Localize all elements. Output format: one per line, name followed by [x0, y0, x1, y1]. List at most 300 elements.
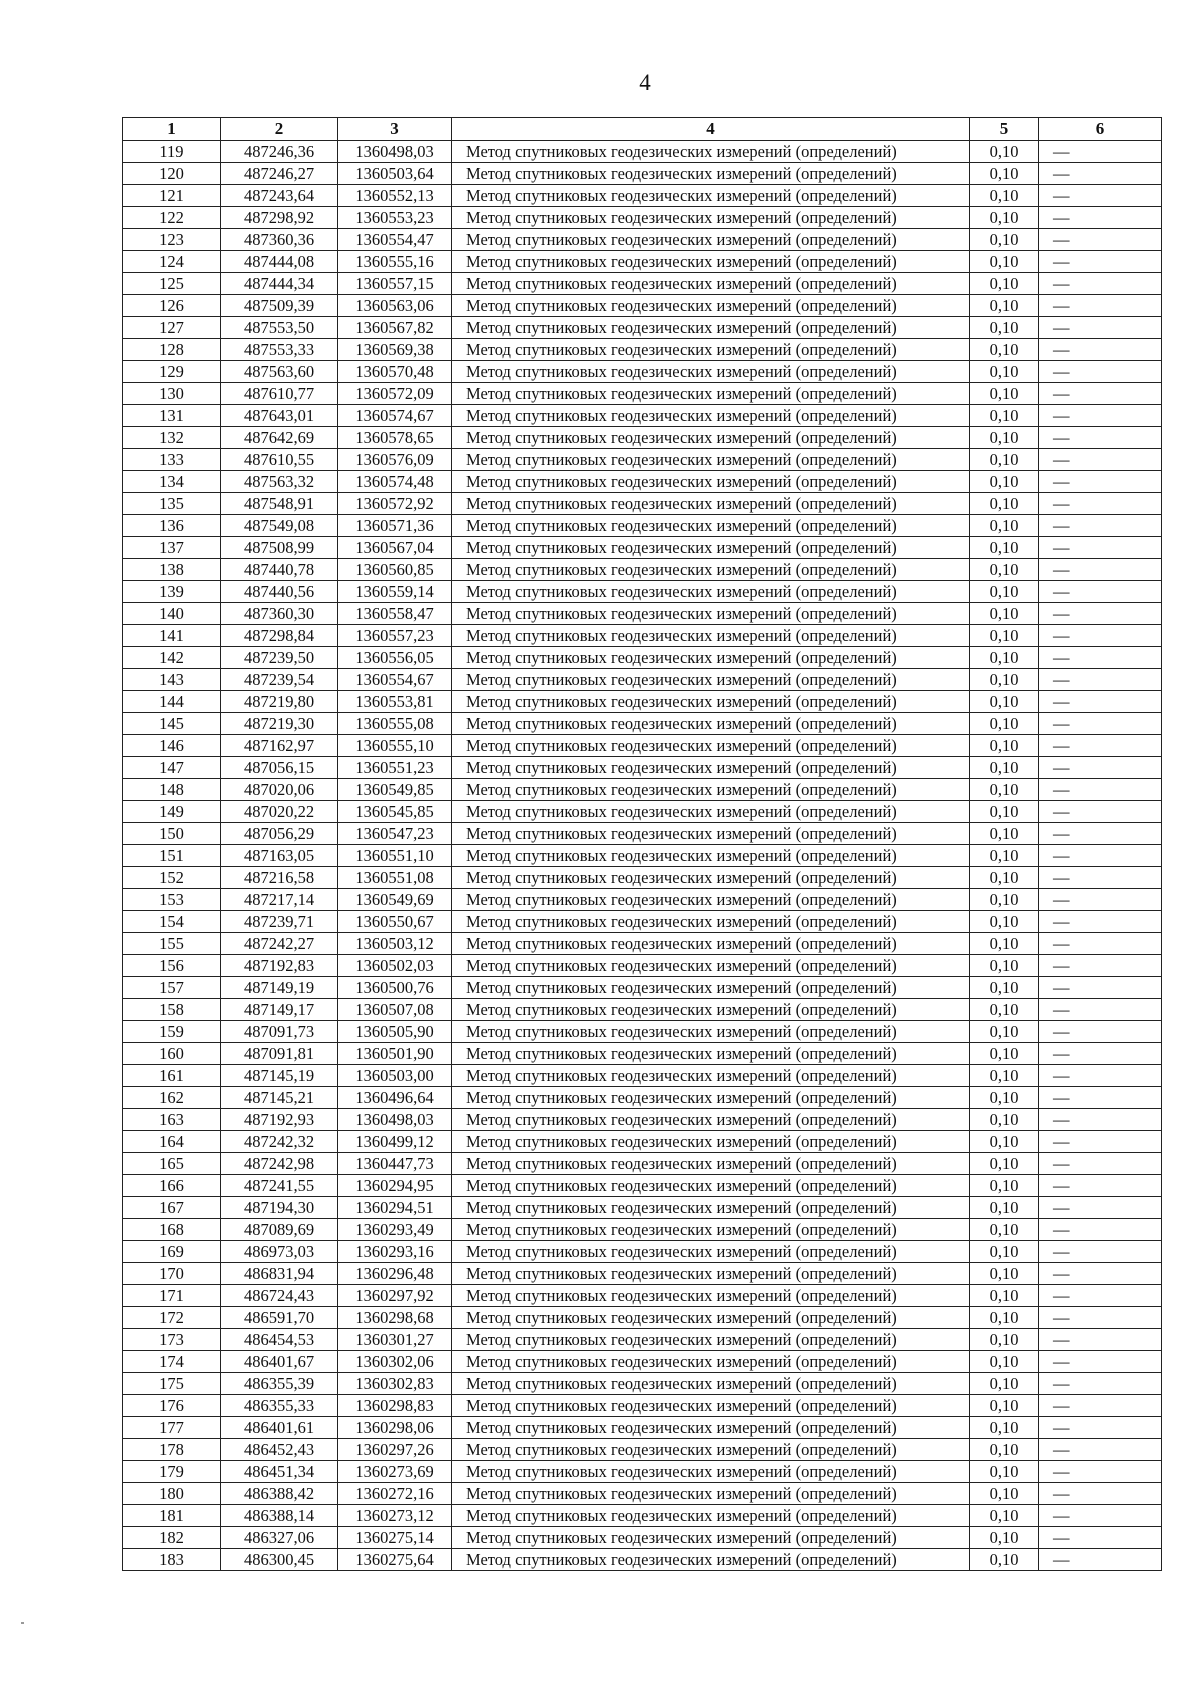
table-row — [123, 405, 1162, 427]
y-coordinate-cell: 1360294,51 — [338, 1197, 452, 1219]
x-coordinate-cell: 487162,97 — [221, 735, 338, 757]
method-cell: Метод спутниковых геодезических измерений (определений) — [452, 1417, 970, 1439]
x-coordinate-cell: 486591,70 — [221, 1307, 338, 1329]
y-coordinate-cell: 1360578,65 — [338, 427, 452, 449]
x-coordinate-cell: 487440,56 — [221, 581, 338, 603]
y-coordinate-cell: 1360447,73 — [338, 1153, 452, 1175]
note-cell: — — [1039, 1197, 1162, 1219]
accuracy-cell: 0,10 — [970, 845, 1039, 867]
accuracy-cell: 0,10 — [970, 361, 1039, 383]
method-cell: Метод спутниковых геодезических измерений (определений) — [452, 163, 970, 185]
note-cell: — — [1039, 1241, 1162, 1263]
table-row — [123, 911, 1162, 933]
table-row — [123, 889, 1162, 911]
y-coordinate-cell: 1360502,03 — [338, 955, 452, 977]
note-cell: — — [1039, 933, 1162, 955]
point-number-cell: 129 — [123, 361, 221, 383]
x-coordinate-cell: 487610,55 — [221, 449, 338, 471]
x-coordinate-cell: 487444,34 — [221, 273, 338, 295]
table-row — [123, 317, 1162, 339]
point-number-cell: 175 — [123, 1373, 221, 1395]
method-cell: Метод спутниковых геодезических измерений (определений) — [452, 295, 970, 317]
table-row — [123, 1351, 1162, 1373]
note-cell: — — [1039, 669, 1162, 691]
accuracy-cell: 0,10 — [970, 625, 1039, 647]
method-cell: Метод спутниковых геодезических измерений (определений) — [452, 1153, 970, 1175]
point-number-cell: 133 — [123, 449, 221, 471]
note-cell: — — [1039, 339, 1162, 361]
note-cell: — — [1039, 1439, 1162, 1461]
table-row — [123, 1307, 1162, 1329]
method-cell: Метод спутниковых геодезических измерений (определений) — [452, 405, 970, 427]
accuracy-cell: 0,10 — [970, 163, 1039, 185]
accuracy-cell: 0,10 — [970, 757, 1039, 779]
note-cell: — — [1039, 999, 1162, 1021]
method-cell: Метод спутниковых геодезических измерений (определений) — [452, 559, 970, 581]
note-cell: — — [1039, 515, 1162, 537]
x-coordinate-cell: 486451,34 — [221, 1461, 338, 1483]
y-coordinate-cell: 1360557,15 — [338, 273, 452, 295]
y-coordinate-cell: 1360297,26 — [338, 1439, 452, 1461]
column-header-5: 5 — [970, 118, 1039, 141]
point-number-cell: 166 — [123, 1175, 221, 1197]
accuracy-cell: 0,10 — [970, 1241, 1039, 1263]
point-number-cell: 130 — [123, 383, 221, 405]
method-cell: Метод спутниковых геодезических измерений (определений) — [452, 1527, 970, 1549]
note-cell: — — [1039, 405, 1162, 427]
table-row — [123, 1109, 1162, 1131]
note-cell: — — [1039, 361, 1162, 383]
point-number-cell: 141 — [123, 625, 221, 647]
y-coordinate-cell: 1360574,48 — [338, 471, 452, 493]
accuracy-cell: 0,10 — [970, 801, 1039, 823]
x-coordinate-cell: 487219,80 — [221, 691, 338, 713]
accuracy-cell: 0,10 — [970, 449, 1039, 471]
accuracy-cell: 0,10 — [970, 251, 1039, 273]
method-cell: Метод спутниковых геодезических измерений (определений) — [452, 1043, 970, 1065]
y-coordinate-cell: 1360569,38 — [338, 339, 452, 361]
point-number-cell: 171 — [123, 1285, 221, 1307]
x-coordinate-cell: 487192,83 — [221, 955, 338, 977]
point-number-cell: 179 — [123, 1461, 221, 1483]
point-number-cell: 150 — [123, 823, 221, 845]
point-number-cell: 140 — [123, 603, 221, 625]
table-body — [123, 141, 1162, 1571]
method-cell: Метод спутниковых геодезических измерений (определений) — [452, 1219, 970, 1241]
method-cell: Метод спутниковых геодезических измерений (определений) — [452, 1351, 970, 1373]
note-cell: — — [1039, 383, 1162, 405]
y-coordinate-cell: 1360503,00 — [338, 1065, 452, 1087]
y-coordinate-cell: 1360559,14 — [338, 581, 452, 603]
table-row — [123, 1527, 1162, 1549]
y-coordinate-cell: 1360297,92 — [338, 1285, 452, 1307]
method-cell: Метод спутниковых геодезических измерений (определений) — [452, 1461, 970, 1483]
note-cell: — — [1039, 955, 1162, 977]
accuracy-cell: 0,10 — [970, 427, 1039, 449]
x-coordinate-cell: 487020,22 — [221, 801, 338, 823]
point-number-cell: 170 — [123, 1263, 221, 1285]
point-number-cell: 162 — [123, 1087, 221, 1109]
table-row — [123, 515, 1162, 537]
y-coordinate-cell: 1360549,85 — [338, 779, 452, 801]
y-coordinate-cell: 1360555,08 — [338, 713, 452, 735]
note-cell: — — [1039, 1153, 1162, 1175]
note-cell: — — [1039, 911, 1162, 933]
x-coordinate-cell: 487056,15 — [221, 757, 338, 779]
method-cell: Метод спутниковых геодезических измерений (определений) — [452, 1439, 970, 1461]
y-coordinate-cell: 1360570,48 — [338, 361, 452, 383]
note-cell: — — [1039, 493, 1162, 515]
x-coordinate-cell: 487508,99 — [221, 537, 338, 559]
accuracy-cell: 0,10 — [970, 779, 1039, 801]
method-cell: Метод спутниковых геодезических измерений (определений) — [452, 581, 970, 603]
column-header-4: 4 — [452, 118, 970, 141]
y-coordinate-cell: 1360555,10 — [338, 735, 452, 757]
table-row — [123, 1505, 1162, 1527]
table-row — [123, 603, 1162, 625]
accuracy-cell: 0,10 — [970, 1065, 1039, 1087]
method-cell: Метод спутниковых геодезических измерений (определений) — [452, 493, 970, 515]
note-cell: — — [1039, 251, 1162, 273]
table-row — [123, 845, 1162, 867]
table-row — [123, 1043, 1162, 1065]
y-coordinate-cell: 1360560,85 — [338, 559, 452, 581]
point-number-cell: 148 — [123, 779, 221, 801]
accuracy-cell: 0,10 — [970, 1263, 1039, 1285]
accuracy-cell: 0,10 — [970, 1153, 1039, 1175]
point-number-cell: 147 — [123, 757, 221, 779]
note-cell: — — [1039, 713, 1162, 735]
accuracy-cell: 0,10 — [970, 207, 1039, 229]
method-cell: Метод спутниковых геодезических измерений (определений) — [452, 669, 970, 691]
accuracy-cell: 0,10 — [970, 713, 1039, 735]
x-coordinate-cell: 487239,50 — [221, 647, 338, 669]
accuracy-cell: 0,10 — [970, 1087, 1039, 1109]
point-number-cell: 137 — [123, 537, 221, 559]
y-coordinate-cell: 1360293,16 — [338, 1241, 452, 1263]
point-number-cell: 180 — [123, 1483, 221, 1505]
y-coordinate-cell: 1360572,92 — [338, 493, 452, 515]
note-cell: — — [1039, 537, 1162, 559]
y-coordinate-cell: 1360501,90 — [338, 1043, 452, 1065]
table-row — [123, 383, 1162, 405]
x-coordinate-cell: 487145,19 — [221, 1065, 338, 1087]
note-cell: — — [1039, 559, 1162, 581]
point-number-cell: 131 — [123, 405, 221, 427]
note-cell: — — [1039, 1021, 1162, 1043]
table-row — [123, 1461, 1162, 1483]
point-number-cell: 134 — [123, 471, 221, 493]
note-cell: — — [1039, 1131, 1162, 1153]
table-row — [123, 735, 1162, 757]
note-cell: — — [1039, 823, 1162, 845]
accuracy-cell: 0,10 — [970, 537, 1039, 559]
x-coordinate-cell: 487192,93 — [221, 1109, 338, 1131]
point-number-cell: 181 — [123, 1505, 221, 1527]
method-cell: Метод спутниковых геодезических измерений (определений) — [452, 735, 970, 757]
accuracy-cell: 0,10 — [970, 1021, 1039, 1043]
point-number-cell: 161 — [123, 1065, 221, 1087]
column-header-3: 3 — [338, 118, 452, 141]
note-cell: — — [1039, 1527, 1162, 1549]
y-coordinate-cell: 1360552,13 — [338, 185, 452, 207]
accuracy-cell: 0,10 — [970, 1219, 1039, 1241]
method-cell: Метод спутниковых геодезических измерений (определений) — [452, 779, 970, 801]
table-row — [123, 1329, 1162, 1351]
method-cell: Метод спутниковых геодезических измерений (определений) — [452, 977, 970, 999]
accuracy-cell: 0,10 — [970, 185, 1039, 207]
table-row — [123, 185, 1162, 207]
table-row — [123, 1175, 1162, 1197]
x-coordinate-cell: 487642,69 — [221, 427, 338, 449]
table-row — [123, 625, 1162, 647]
note-cell: — — [1039, 317, 1162, 339]
table-row — [123, 427, 1162, 449]
table-row — [123, 801, 1162, 823]
note-cell: — — [1039, 1285, 1162, 1307]
method-cell: Метод спутниковых геодезических измерений (определений) — [452, 273, 970, 295]
x-coordinate-cell: 487643,01 — [221, 405, 338, 427]
note-cell: — — [1039, 1461, 1162, 1483]
x-coordinate-cell: 486300,45 — [221, 1549, 338, 1571]
accuracy-cell: 0,10 — [970, 911, 1039, 933]
table-row — [123, 757, 1162, 779]
note-cell: — — [1039, 1351, 1162, 1373]
table-row — [123, 471, 1162, 493]
method-cell: Метод спутниковых геодезических измерений (определений) — [452, 1307, 970, 1329]
note-cell: — — [1039, 1219, 1162, 1241]
method-cell: Метод спутниковых геодезических измерений (определений) — [452, 1263, 970, 1285]
table-row — [123, 1087, 1162, 1109]
note-cell: — — [1039, 229, 1162, 251]
point-number-cell: 176 — [123, 1395, 221, 1417]
accuracy-cell: 0,10 — [970, 405, 1039, 427]
y-coordinate-cell: 1360296,48 — [338, 1263, 452, 1285]
y-coordinate-cell: 1360550,67 — [338, 911, 452, 933]
accuracy-cell: 0,10 — [970, 1351, 1039, 1373]
x-coordinate-cell: 487246,36 — [221, 141, 338, 163]
accuracy-cell: 0,10 — [970, 999, 1039, 1021]
table-row — [123, 669, 1162, 691]
accuracy-cell: 0,10 — [970, 1417, 1039, 1439]
scan-artifact — [21, 1622, 24, 1624]
table-row — [123, 163, 1162, 185]
y-coordinate-cell: 1360551,23 — [338, 757, 452, 779]
note-cell: — — [1039, 647, 1162, 669]
y-coordinate-cell: 1360572,09 — [338, 383, 452, 405]
x-coordinate-cell: 487610,77 — [221, 383, 338, 405]
point-number-cell: 154 — [123, 911, 221, 933]
accuracy-cell: 0,10 — [970, 955, 1039, 977]
y-coordinate-cell: 1360551,10 — [338, 845, 452, 867]
table-row — [123, 1285, 1162, 1307]
point-number-cell: 159 — [123, 1021, 221, 1043]
table-row — [123, 493, 1162, 515]
note-cell: — — [1039, 273, 1162, 295]
table-row — [123, 273, 1162, 295]
point-number-cell: 172 — [123, 1307, 221, 1329]
method-cell: Метод спутниковых геодезических измерений (определений) — [452, 691, 970, 713]
point-number-cell: 163 — [123, 1109, 221, 1131]
note-cell: — — [1039, 845, 1162, 867]
table-row — [123, 361, 1162, 383]
table-row — [123, 537, 1162, 559]
accuracy-cell: 0,10 — [970, 1197, 1039, 1219]
y-coordinate-cell: 1360507,08 — [338, 999, 452, 1021]
y-coordinate-cell: 1360294,95 — [338, 1175, 452, 1197]
y-coordinate-cell: 1360272,16 — [338, 1483, 452, 1505]
x-coordinate-cell: 486401,61 — [221, 1417, 338, 1439]
accuracy-cell: 0,10 — [970, 889, 1039, 911]
method-cell: Метод спутниковых геодезических измерений (определений) — [452, 999, 970, 1021]
point-number-cell: 136 — [123, 515, 221, 537]
x-coordinate-cell: 486401,67 — [221, 1351, 338, 1373]
note-cell: — — [1039, 625, 1162, 647]
x-coordinate-cell: 487360,36 — [221, 229, 338, 251]
method-cell: Метод спутниковых геодезических измерений (определений) — [452, 1395, 970, 1417]
accuracy-cell: 0,10 — [970, 1461, 1039, 1483]
method-cell: Метод спутниковых геодезических измерений (определений) — [452, 1505, 970, 1527]
x-coordinate-cell: 487553,50 — [221, 317, 338, 339]
x-coordinate-cell: 487091,81 — [221, 1043, 338, 1065]
point-number-cell: 158 — [123, 999, 221, 1021]
point-number-cell: 173 — [123, 1329, 221, 1351]
method-cell: Метод спутниковых геодезических измерений (определений) — [452, 845, 970, 867]
table-row — [123, 1131, 1162, 1153]
x-coordinate-cell: 487145,21 — [221, 1087, 338, 1109]
y-coordinate-cell: 1360545,85 — [338, 801, 452, 823]
point-number-cell: 164 — [123, 1131, 221, 1153]
point-number-cell: 183 — [123, 1549, 221, 1571]
accuracy-cell: 0,10 — [970, 1109, 1039, 1131]
point-number-cell: 165 — [123, 1153, 221, 1175]
method-cell: Метод спутниковых геодезических измерений (определений) — [452, 757, 970, 779]
y-coordinate-cell: 1360298,83 — [338, 1395, 452, 1417]
method-cell: Метод спутниковых геодезических измерений (определений) — [452, 625, 970, 647]
table-row — [123, 1197, 1162, 1219]
x-coordinate-cell: 486724,43 — [221, 1285, 338, 1307]
note-cell: — — [1039, 1329, 1162, 1351]
accuracy-cell: 0,10 — [970, 1395, 1039, 1417]
method-cell: Метод спутниковых геодезических измерений (определений) — [452, 603, 970, 625]
x-coordinate-cell: 487194,30 — [221, 1197, 338, 1219]
table-row — [123, 1549, 1162, 1571]
note-cell: — — [1039, 295, 1162, 317]
table-row — [123, 1219, 1162, 1241]
point-number-cell: 155 — [123, 933, 221, 955]
page-number: 4 — [639, 70, 651, 95]
table-row — [123, 295, 1162, 317]
x-coordinate-cell: 487440,78 — [221, 559, 338, 581]
accuracy-cell: 0,10 — [970, 229, 1039, 251]
method-cell: Метод спутниковых геодезических измерений (определений) — [452, 383, 970, 405]
x-coordinate-cell: 487298,84 — [221, 625, 338, 647]
note-cell: — — [1039, 889, 1162, 911]
point-number-cell: 128 — [123, 339, 221, 361]
note-cell: — — [1039, 1175, 1162, 1197]
column-header-2: 2 — [221, 118, 338, 141]
method-cell: Метод спутниковых геодезических измерений (определений) — [452, 713, 970, 735]
method-cell: Метод спутниковых геодезических измерений (определений) — [452, 537, 970, 559]
method-cell: Метод спутниковых геодезических измерений (определений) — [452, 317, 970, 339]
y-coordinate-cell: 1360302,06 — [338, 1351, 452, 1373]
table-row — [123, 1483, 1162, 1505]
note-cell: — — [1039, 471, 1162, 493]
x-coordinate-cell: 487089,69 — [221, 1219, 338, 1241]
table-row — [123, 999, 1162, 1021]
accuracy-cell: 0,10 — [970, 295, 1039, 317]
table-row — [123, 581, 1162, 603]
table-row — [123, 1241, 1162, 1263]
note-cell: — — [1039, 207, 1162, 229]
y-coordinate-cell: 1360496,64 — [338, 1087, 452, 1109]
table-row — [123, 251, 1162, 273]
accuracy-cell: 0,10 — [970, 1505, 1039, 1527]
y-coordinate-cell: 1360503,64 — [338, 163, 452, 185]
point-number-cell: 120 — [123, 163, 221, 185]
table-row — [123, 141, 1162, 163]
accuracy-cell: 0,10 — [970, 1131, 1039, 1153]
method-cell: Метод спутниковых геодезических измерений (определений) — [452, 1373, 970, 1395]
x-coordinate-cell: 487239,54 — [221, 669, 338, 691]
method-cell: Метод спутниковых геодезических измерений (определений) — [452, 801, 970, 823]
x-coordinate-cell: 486355,39 — [221, 1373, 338, 1395]
method-cell: Метод спутниковых геодезических измерений (определений) — [452, 889, 970, 911]
x-coordinate-cell: 486388,14 — [221, 1505, 338, 1527]
table-row — [123, 647, 1162, 669]
accuracy-cell: 0,10 — [970, 933, 1039, 955]
x-coordinate-cell: 487243,64 — [221, 185, 338, 207]
point-number-cell: 160 — [123, 1043, 221, 1065]
accuracy-cell: 0,10 — [970, 823, 1039, 845]
table-row — [123, 339, 1162, 361]
x-coordinate-cell: 487091,73 — [221, 1021, 338, 1043]
point-number-cell: 125 — [123, 273, 221, 295]
accuracy-cell: 0,10 — [970, 581, 1039, 603]
y-coordinate-cell: 1360547,23 — [338, 823, 452, 845]
accuracy-cell: 0,10 — [970, 1373, 1039, 1395]
accuracy-cell: 0,10 — [970, 1043, 1039, 1065]
coordinates-table — [122, 117, 1162, 1571]
x-coordinate-cell: 487149,17 — [221, 999, 338, 1021]
accuracy-cell: 0,10 — [970, 691, 1039, 713]
table-row — [123, 955, 1162, 977]
method-cell: Метод спутниковых геодезических измерений (определений) — [452, 1483, 970, 1505]
x-coordinate-cell: 487219,30 — [221, 713, 338, 735]
y-coordinate-cell: 1360503,12 — [338, 933, 452, 955]
point-number-cell: 178 — [123, 1439, 221, 1461]
accuracy-cell: 0,10 — [970, 867, 1039, 889]
y-coordinate-cell: 1360553,23 — [338, 207, 452, 229]
point-number-cell: 127 — [123, 317, 221, 339]
accuracy-cell: 0,10 — [970, 1329, 1039, 1351]
method-cell: Метод спутниковых геодезических измерений (определений) — [452, 1549, 970, 1571]
x-coordinate-cell: 487509,39 — [221, 295, 338, 317]
table-row — [123, 1153, 1162, 1175]
y-coordinate-cell: 1360298,06 — [338, 1417, 452, 1439]
x-coordinate-cell: 487242,32 — [221, 1131, 338, 1153]
accuracy-cell: 0,10 — [970, 493, 1039, 515]
y-coordinate-cell: 1360563,06 — [338, 295, 452, 317]
note-cell: — — [1039, 1417, 1162, 1439]
y-coordinate-cell: 1360571,36 — [338, 515, 452, 537]
method-cell: Метод спутниковых геодезических измерений (определений) — [452, 141, 970, 163]
method-cell: Метод спутниковых геодезических измерений (определений) — [452, 1087, 970, 1109]
accuracy-cell: 0,10 — [970, 383, 1039, 405]
accuracy-cell: 0,10 — [970, 669, 1039, 691]
table-row — [123, 1417, 1162, 1439]
accuracy-cell: 0,10 — [970, 647, 1039, 669]
